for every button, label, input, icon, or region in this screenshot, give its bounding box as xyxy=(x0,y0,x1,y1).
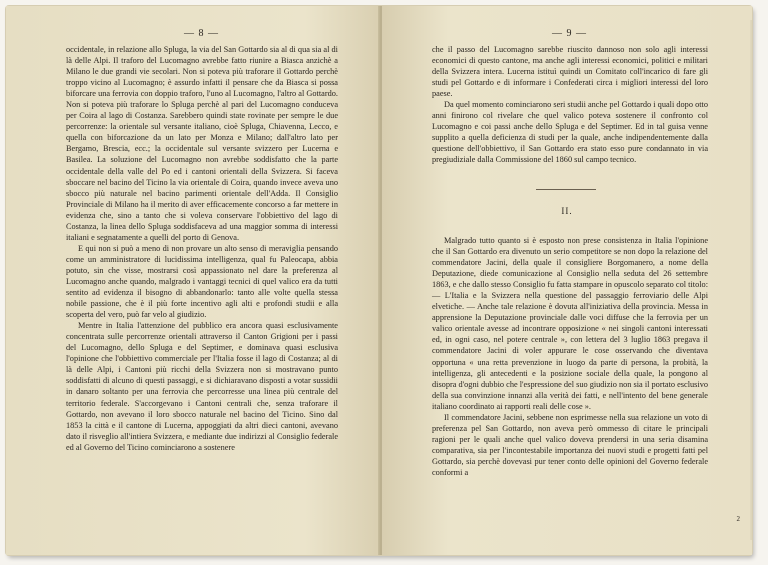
paragraph: E qui non si può a meno di non provare un alto senso di meraviglia pensando come un amministratore di lucidissima intelligenza, qual fu Paleocapa, abbia potuto, sin che visse, mostrarsi così appassionato nel dare la preferenza al Lucomagno anche quando, malgrado i vantaggi tecnici di quel valico era da tutti sentito ad evidenza il bisogno di abbandonarlo: tanto alle volte quella stessa nobile passione, che è il più forte incentivo agli alti e profondi studii e alla scoperta del vero, può far velo al giudizio. xyxy=(66,243,338,320)
section-divider xyxy=(536,189,596,190)
paragraph: che il passo del Lucomagno sarebbe riuscito dannoso non solo agli interessi economici di questo cantone, ma anche agli interessi economici, politici e militari della Svizzera intera. Lucerna istituì quindi un Comitato coll'incarico di fare gli studi pel Gottardo e di informare i Confederati circa i migliori interessi del loro paese. xyxy=(432,45,708,99)
page-number-right: — 9 — xyxy=(552,28,587,39)
paragraph: Il commendatore Jacini, sebbene non esprimesse nella sua relazione un voto di preferenza pel San Gottardo, non aveva però ommesso di citare le principali ragioni per le quali anche quel valico doveva prendersi in una seria disamina comparativa, sia per l'incontestabile importanza dei nuovi studi e progetti fatti pel Gottardo, sia perchè dovevasi pur tener conto delle opinioni del Governo federale conformi a xyxy=(432,412,708,477)
right-page xyxy=(382,6,752,555)
paragraph: Mentre in Italia l'attenzione del pubblico era ancora quasi esclusivamente concentrata sulle percorrenze orientali attraverso il Canton Grigioni per i passi del Lucomagno, dello Spluga e del Septimer, e dominava quasi esclusiva l'opinione che l'obbiettivo commerciale per l'Italia fosse il lago di Costanza; al di là delle Alpi, i Cantoni più ricchi della Svizzera non si mostravano punto soddisfatti di alcuno di questi passaggi, e si dichiaravano disposti a votar sussidii in danaro soltanto per una ferrovia che percorresse una linea più centrale del territorio federale. S'accorgevano i Cantoni centrali che, senza traforare il Gottardo, non avevano il loro sbocco naturale nel bacino del Ticino. Sino dal 1853 la città e il cantone di Lucerna, appoggiati da altri dieci cantoni, avevano dato il risveglio all'intiera Svizzera, e mediante due indirizzi al Consiglio federale ed al Governo del Ticino cominciarono a sostenere xyxy=(66,321,338,452)
right-page-text-top xyxy=(432,44,708,166)
open-book xyxy=(6,6,752,555)
left-page xyxy=(6,6,380,555)
paragraph: Malgrado tutto quanto si è esposto non prese consistenza in Italia l'opinione che il San Gottardo era divenuto un serio competitore se non dopo la relazione del commendatore Jacini, della quale il consigliere Borgomanero, a nome della Deputazione, diede comunicazione al Consiglio nella seduta del 26 settembre 1863, e che dallo stesso Consiglio fu fatta stampare in opuscolo separato col titolo: — L'Italia e la Svizzera nella questione del passaggio ferroviario delle Alpi elvetiche. — Anche tale relazione è dovuta all'iniziativa della provincia. Messa in apprensione la Deputazione provinciale dalle voci diffuse che la ferrovia per un valico orientale avesse ad incontrare opposizione « nei singoli cantoni interessati ed, in ogni caso, nel potere centrale », con lettera del 3 luglio 1863 pregava il commendatore Jacini di voler appurare le cose osservando che diventava opportuna « una retta prevenzione in luogo da parte di persona, la probità, la intelligenza, gli antecedenti e la posizione sociale della quale, la pongono al disopra d'ogni dubbio che l'espressione del suo giudizio non sia il portato esclusivo della sua convinzione innanzi alla verità dei fatti, e nell'intento del bene generale italiano coordinato ai rapporti reali delle cose ». xyxy=(432,236,708,411)
paragraph: occidentale, in relazione allo Splugа, la via del San Gottardo sia al di qua sia al di là delle Alpi. Il traforo del Lucomagno avrebbe fatto riunire a Biasca anzichè a Milano le due grandi vie secolari. Non si poteva più traforare il Gottardo perchè troppo vicino al Lucomagno; è assurdo infatti il pensare che da Biasca si possa biforcare una ferrovia con doppio traforo, l'uno al Lucomagno, l'altro al Gottardo. Non si poteva più traforare lo Spluga perchè al pari del Lucomagno conduceva per Coira al lago di Costanza. Sarebbero quindi state rovinate per sempre le due percorrenze: la orientale sul versante italiano, cioè Spluga, Chiavenna, Lecco, e quella con biforcazione da un lato per Monza e Milano; dall'altro lato per Bergamo, Brescia, ecc.; la occidentale sul versante svizzero per Lucerna e Basilea. La soluzione del Lucomagno non avrebbe soddisfatto che la parte occidentale della valle del Po ed i cantoni orientali della Svizzera. Si faceva sboccare nel bacino del Ticino la via orientale di Coira, quando invece aveva uno sbocco più naturale nel bacino parimenti orientale dell'Adda. Il Consiglio Provinciale di Milano ha il merito di aver efficacemente concorso a far mettere in evidenza che, sino a tanto che si voleva conservare l'obbiettivo del lago di Costanza, la linea dello Spluga soddisfaceva ad una maggior somma di interessi italiani e segnatamente a quelli del porto di Genova. xyxy=(66,45,338,242)
page-number-left: — 8 — xyxy=(184,28,219,39)
section-heading: II. xyxy=(561,206,573,216)
paragraph: Da quel momento cominciarono seri studii anche pel Gottardo i quali dopo otto anni finirono col rivelare che quel valico poteva sostenere il confronto col Lucomagno e coi passi anche dello Spluga e del Septimer. Ed in tal guisa venne supplito a quella deficienza di studi per la quale, anche indipendentemente dalla questione dell'obbiettivo, il San Gottardo era stato esso pure condannato in via pregiudiziale dalla Commissione del 1860 sul campo tecnico. xyxy=(432,100,708,165)
page-edge xyxy=(750,20,752,540)
signature-mark: 2 xyxy=(736,515,740,523)
left-page-text xyxy=(66,44,338,453)
right-page-text-bottom xyxy=(432,235,708,478)
